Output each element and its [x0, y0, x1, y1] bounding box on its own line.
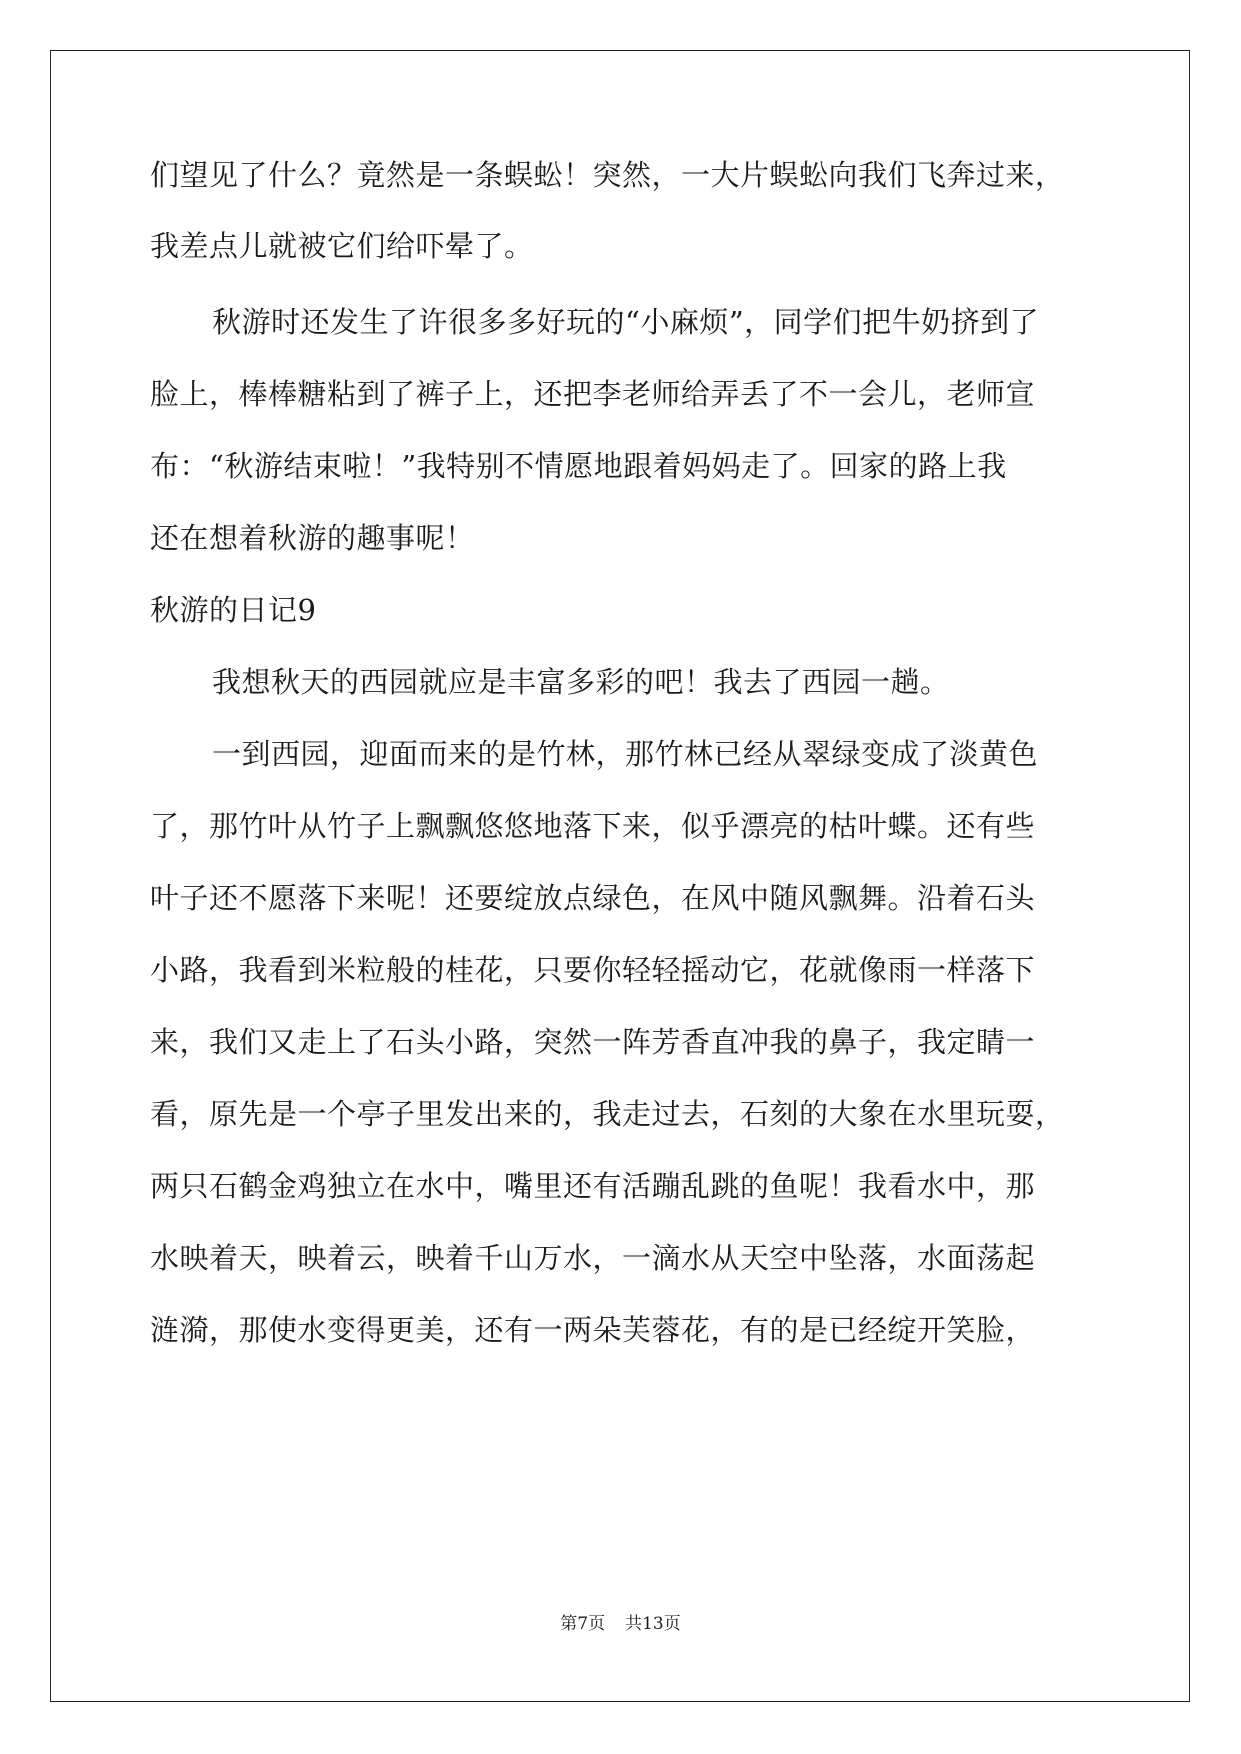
page-border — [50, 50, 1190, 1702]
text-line: 看，原先是一个亭子里发出来的，我走过去，石刻的大象在水里玩耍， — [150, 1097, 1065, 1131]
text-line: 脸上，棒棒糖粘到了裤子上，还把李老师给弄丢了不一会儿，老师宣 — [150, 377, 1036, 411]
section-heading: 秋游的日记9 — [150, 593, 317, 627]
text-line: 叶子还不愿落下来呢！还要绽放点绿色，在风中随风飘舞。沿着石头 — [150, 881, 1036, 915]
page-total: 共13页 — [625, 1614, 681, 1634]
text-line: 两只石鹤金鸡独立在水中，嘴里还有活蹦乱跳的鱼呢！我看水中，那 — [150, 1169, 1036, 1203]
text-line: 来，我们又走上了石头小路，突然一阵芳香直冲我的鼻子，我定睛一 — [150, 1025, 1036, 1059]
paragraph-start-line: 一到西园，迎面而来的是竹林，那竹林已经从翠绿变成了淡黄色 — [212, 737, 1039, 771]
text-line: 涟漪，那使水变得更美，还有一两朵芙蓉花，有的是已经绽开笑脸， — [150, 1313, 1036, 1347]
page-number: 第7页 — [560, 1614, 606, 1634]
page-footer — [0, 1612, 1241, 1636]
text-line: 水映着天，映着云，映着千山万水，一滴水从天空中坠落，水面荡起 — [150, 1241, 1036, 1275]
text-line: 小路，我看到米粒般的桂花，只要你轻轻摇动它，花就像雨一样落下 — [150, 953, 1036, 987]
text-line: 还在想着秋游的趣事呢！ — [150, 521, 475, 555]
paragraph-start-line: 秋游时还发生了许很多多好玩的“小麻烦”，同学们把牛奶挤到了 — [212, 305, 1040, 339]
text-line: 们望见了什么？竟然是一条蜈蚣！突然，一大片蜈蚣向我们飞奔过来， — [150, 158, 1065, 192]
text-line: 我差点儿就被它们给吓晕了。 — [150, 229, 534, 263]
text-line: 了，那竹叶从竹子上飘飘悠悠地落下来，似乎漂亮的枯叶蝶。还有些 — [150, 809, 1036, 843]
text-line: 布：“秋游结束啦！”我特别不情愿地跟着妈妈走了。回家的路上我 — [150, 449, 1007, 483]
paragraph-start-line: 我想秋天的西园就应是丰富多彩的吧！我去了西园一趟。 — [212, 665, 950, 699]
